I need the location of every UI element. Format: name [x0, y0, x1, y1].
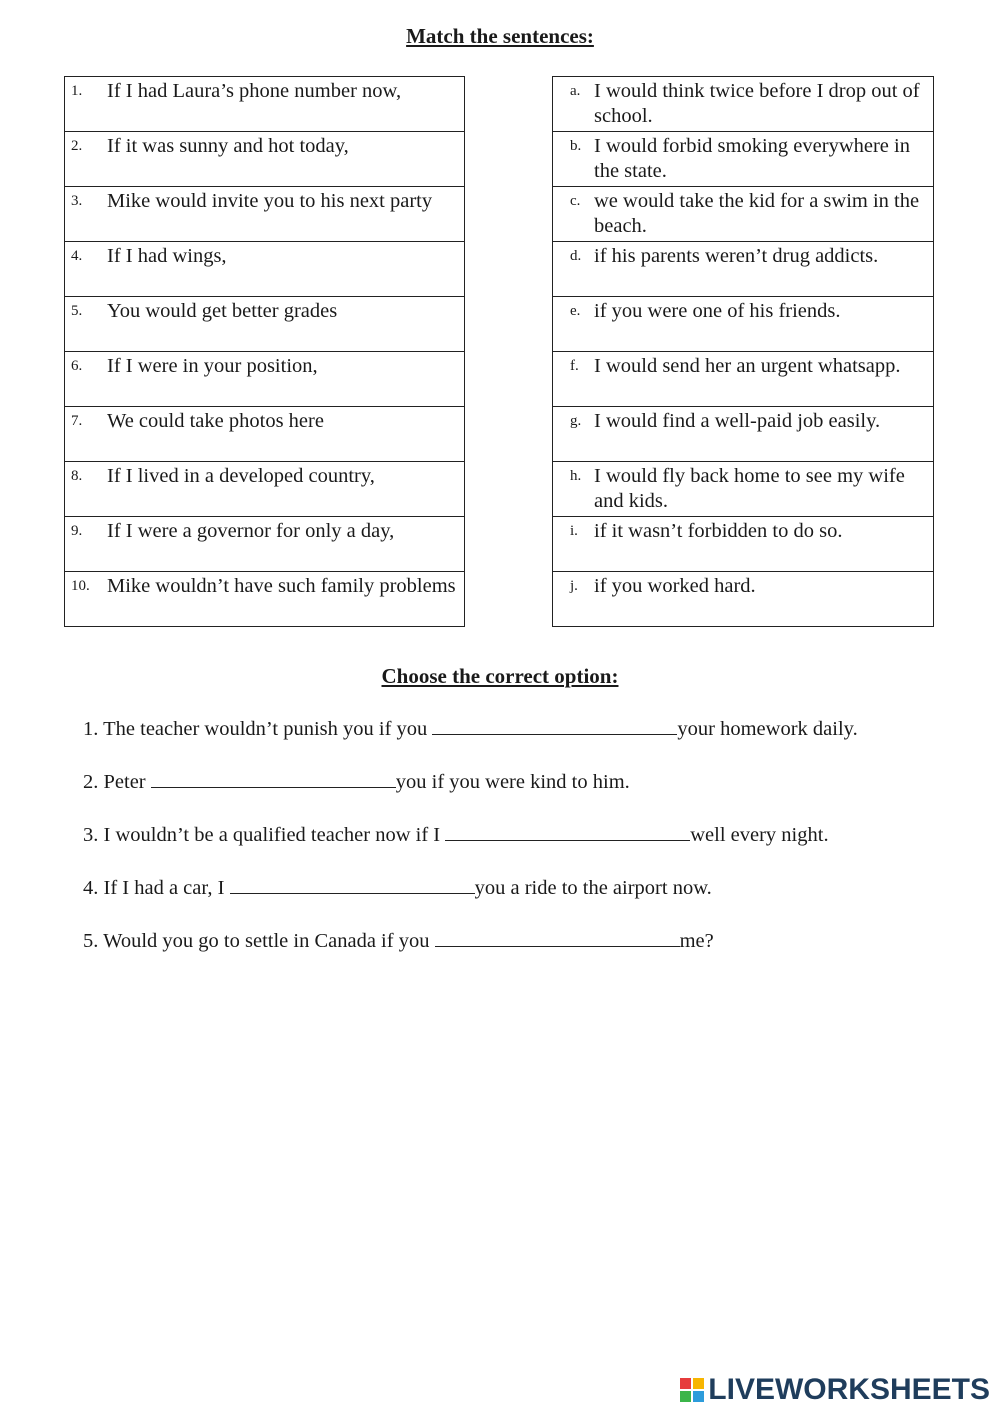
sentence-before: If I had a car, I [103, 877, 230, 899]
logo-square-yellow [693, 1378, 704, 1389]
item-number: 1. [71, 83, 83, 99]
list-item [83, 924, 963, 977]
item-number: 6. [71, 358, 83, 374]
sentence-start[interactable]: If I were in your position, [107, 355, 318, 377]
table-row [65, 572, 465, 627]
item-number: 8. [71, 468, 83, 484]
answer-blank[interactable] [230, 873, 475, 894]
list-item [83, 765, 963, 818]
sentence-start[interactable]: If it was sunny and hot today, [107, 135, 349, 157]
sentence-before: I wouldn’t be a qualified teacher now if I [103, 824, 446, 846]
table-row [553, 517, 934, 572]
sentence-after: you if you were kind to him. [395, 771, 630, 793]
item-letter: b. [570, 138, 582, 154]
logo-square-red [680, 1378, 691, 1389]
match-right-table [552, 76, 934, 627]
item-number: 3. [71, 193, 83, 209]
item-letter: d. [570, 248, 582, 264]
logo-text: LIVEWORKSHEETS [708, 1373, 990, 1406]
sentence-before: Would you go to settle in Canada if you [103, 930, 435, 952]
table-row [553, 297, 934, 352]
answer-blank[interactable] [432, 714, 677, 735]
table-row [65, 132, 465, 187]
sentence-end[interactable]: I would send her an urgent whatsapp. [594, 355, 901, 377]
table-row [553, 352, 934, 407]
item-letter: i. [570, 523, 578, 539]
table-row [65, 77, 465, 132]
sentence-end[interactable]: I would forbid smoking everywhere in the state. [594, 135, 910, 182]
choose-section-title: Choose the correct option: [381, 664, 619, 688]
item-letter: c. [570, 193, 581, 209]
sentence-start[interactable]: We could take photos here [107, 410, 324, 432]
table-row [553, 407, 934, 462]
sentence-start[interactable]: You would get better grades [107, 300, 338, 322]
item-number: 2. [71, 138, 83, 154]
sentence-start[interactable]: If I had wings, [107, 245, 227, 267]
answer-blank[interactable] [445, 820, 690, 841]
item-number: 1. [83, 718, 99, 740]
sentence-start[interactable]: If I were a governor for only a day, [107, 520, 395, 542]
table-row [553, 132, 934, 187]
sentence-end[interactable]: if you were one of his friends. [594, 300, 841, 322]
table-row [553, 242, 934, 297]
sentence-end[interactable]: if his parents weren’t drug addicts. [594, 245, 879, 267]
table-row [553, 462, 934, 517]
logo-square-green [680, 1391, 691, 1402]
table-row [553, 77, 934, 132]
list-item [83, 818, 963, 871]
item-number: 5. [71, 303, 83, 319]
sentence-after: me? [679, 930, 714, 952]
sentence-after: well every night. [690, 824, 829, 846]
table-row [65, 187, 465, 242]
table-row [65, 242, 465, 297]
sentence-end[interactable]: if it wasn’t forbidden to do so. [594, 520, 843, 542]
liveworksheets-logo-icon [680, 1378, 704, 1402]
table-row [553, 572, 934, 627]
sentence-before: The teacher wouldn’t punish you if you [103, 718, 433, 740]
item-number: 5. [83, 930, 99, 952]
item-number: 4. [83, 877, 99, 899]
table-row [65, 352, 465, 407]
liveworksheets-logo[interactable] [680, 1373, 990, 1407]
sentence-before: Peter [103, 771, 151, 793]
answer-blank[interactable] [151, 767, 396, 788]
match-section-title: Match the sentences: [406, 24, 594, 48]
item-number: 9. [71, 523, 83, 539]
item-number: 3. [83, 824, 99, 846]
item-letter: j. [570, 578, 578, 594]
sentence-after: you a ride to the airport now. [474, 877, 712, 899]
list-item [83, 871, 963, 924]
sentence-end[interactable]: if you worked hard. [594, 575, 756, 597]
sentence-start[interactable]: If I lived in a developed country, [107, 465, 375, 487]
sentence-end[interactable]: I would fly back home to see my wife and kids. [594, 465, 905, 512]
item-letter: f. [570, 358, 579, 374]
match-left-table [64, 76, 465, 627]
sentence-start[interactable]: Mike would invite you to his next party [107, 190, 433, 212]
sentence-start[interactable]: If I had Laura’s phone number now, [107, 80, 402, 102]
table-row [553, 187, 934, 242]
sentence-after: your homework daily. [677, 718, 858, 740]
table-row [65, 462, 465, 517]
logo-square-blue [693, 1391, 704, 1402]
item-letter: g. [570, 413, 582, 429]
sentence-start[interactable]: Mike wouldn’t have such family problems [107, 575, 456, 597]
item-letter: h. [570, 468, 582, 484]
table-row [65, 407, 465, 462]
answer-blank[interactable] [435, 926, 680, 947]
list-item [83, 712, 963, 765]
item-number: 4. [71, 248, 83, 264]
sentence-end[interactable]: I would think twice before I drop out of school. [594, 80, 920, 127]
item-number: 7. [71, 413, 83, 429]
item-letter: a. [570, 83, 581, 99]
table-row [65, 517, 465, 572]
table-row [65, 297, 465, 352]
item-number: 2. [83, 771, 99, 793]
item-letter: e. [570, 303, 581, 319]
choose-list [83, 712, 963, 977]
item-number: 10. [71, 578, 90, 594]
sentence-end[interactable]: we would take the kid for a swim in the beach. [594, 190, 920, 237]
sentence-end[interactable]: I would find a well-paid job easily. [594, 410, 881, 432]
